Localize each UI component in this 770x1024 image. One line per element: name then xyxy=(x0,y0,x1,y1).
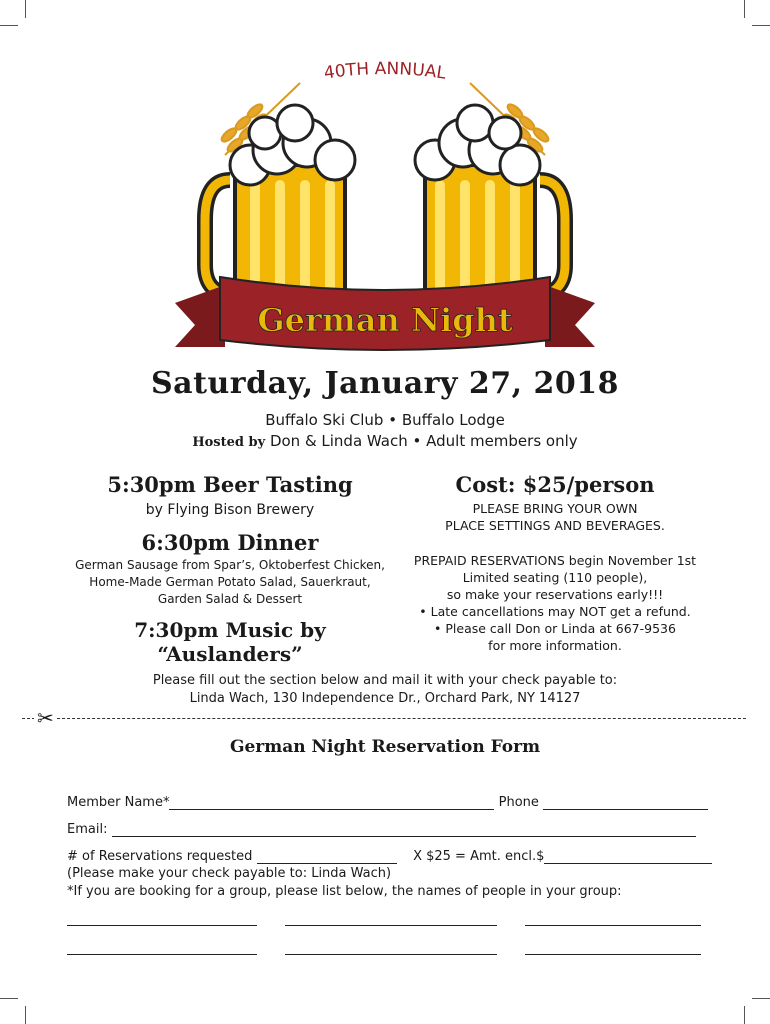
dinner-menu-line: German Sausage from Spar’s, Oktoberfest Chicken, xyxy=(75,558,385,572)
svg-text:40TH ANNUAL xyxy=(323,59,448,84)
email-row xyxy=(67,822,696,837)
mail-instructions xyxy=(0,672,770,708)
form-title: German Night Reservation Form xyxy=(229,737,541,757)
hosted-rest: Don & Linda Wach • Adult members only xyxy=(269,432,578,450)
member-row xyxy=(67,795,708,810)
note-line: • Late cancellations may NOT get a refund. xyxy=(419,604,691,619)
phone-label: Phone xyxy=(498,795,539,810)
reservations-row xyxy=(67,849,712,864)
email-label: Email: xyxy=(67,822,108,837)
group-name-field[interactable] xyxy=(525,924,701,926)
email-field[interactable] xyxy=(112,824,696,837)
dinner-menu-line: Garden Salad & Dessert xyxy=(157,592,303,606)
note-line: • Please call Don or Linda at 667-9536 xyxy=(434,621,676,636)
event-hosts xyxy=(0,432,770,450)
group-note: *If you are booking for a group, please list below, the names of people in your group: xyxy=(67,884,622,899)
note-line: so make your reservations early!!! xyxy=(446,587,664,602)
mail-address: Linda Wach, 130 Independence Dr., Orchard Park, NY 14127 xyxy=(189,691,581,706)
hosted-prefix: Hosted by xyxy=(192,435,266,450)
crop-mark xyxy=(0,25,18,26)
bring-line: PLACE SETTINGS AND BEVERAGES. xyxy=(445,518,665,533)
note-line: for more information. xyxy=(488,638,622,653)
crop-mark xyxy=(0,998,18,999)
phone-field[interactable] xyxy=(543,797,708,810)
crop-mark xyxy=(752,998,770,999)
reservations-field[interactable] xyxy=(257,851,397,864)
dinner-menu-line: Home-Made German Potato Salad, Sauerkraut, xyxy=(89,575,371,589)
music-heading: 7:30pm Music by “Auslanders” xyxy=(134,618,326,666)
crop-mark xyxy=(25,1006,26,1024)
member-name-label: Member Name* xyxy=(67,795,170,810)
crop-mark xyxy=(752,25,770,26)
event-location: Buffalo Ski Club • Buffalo Lodge xyxy=(265,411,505,429)
note-line: Limited seating (110 people), xyxy=(462,570,648,585)
anniversary-label: 40TH ANNUAL xyxy=(322,58,448,84)
dinner-heading: 6:30pm Dinner xyxy=(141,530,319,555)
mail-line: Please fill out the section below and mail it with your check payable to: xyxy=(152,673,618,688)
group-name-field[interactable] xyxy=(285,924,497,926)
group-name-field[interactable] xyxy=(525,953,701,955)
payable-note: (Please make your check payable to: Linda Wach) xyxy=(67,866,392,881)
member-name-field[interactable] xyxy=(169,797,494,810)
dinner-menu xyxy=(60,557,400,608)
cost-heading: Cost: $25/person xyxy=(455,472,655,497)
amount-field[interactable] xyxy=(544,851,712,864)
group-name-field[interactable] xyxy=(67,953,257,955)
banner-title: German Night xyxy=(257,301,513,339)
amount-label: X $25 = Amt. encl.$ xyxy=(413,849,545,864)
event-date: Saturday, January 27, 2018 xyxy=(151,366,619,401)
german-night-logo xyxy=(165,55,605,360)
bring-notice xyxy=(395,500,715,534)
note-line: PREPAID RESERVATIONS begin November 1st xyxy=(413,553,697,568)
crop-mark xyxy=(744,0,745,18)
reservation-notes xyxy=(395,552,715,654)
scissors-icon: ✂ xyxy=(34,706,57,730)
cut-line xyxy=(22,718,746,719)
reservations-label: # of Reservations requested xyxy=(67,849,253,864)
group-name-field[interactable] xyxy=(67,924,257,926)
crop-mark xyxy=(744,1006,745,1024)
bring-line: PLEASE BRING YOUR OWN xyxy=(472,501,638,516)
beer-tasting-by: by Flying Bison Brewery xyxy=(145,502,315,518)
group-name-field[interactable] xyxy=(285,953,497,955)
crop-mark xyxy=(25,0,26,18)
beer-tasting-heading: 5:30pm Beer Tasting xyxy=(107,472,353,497)
